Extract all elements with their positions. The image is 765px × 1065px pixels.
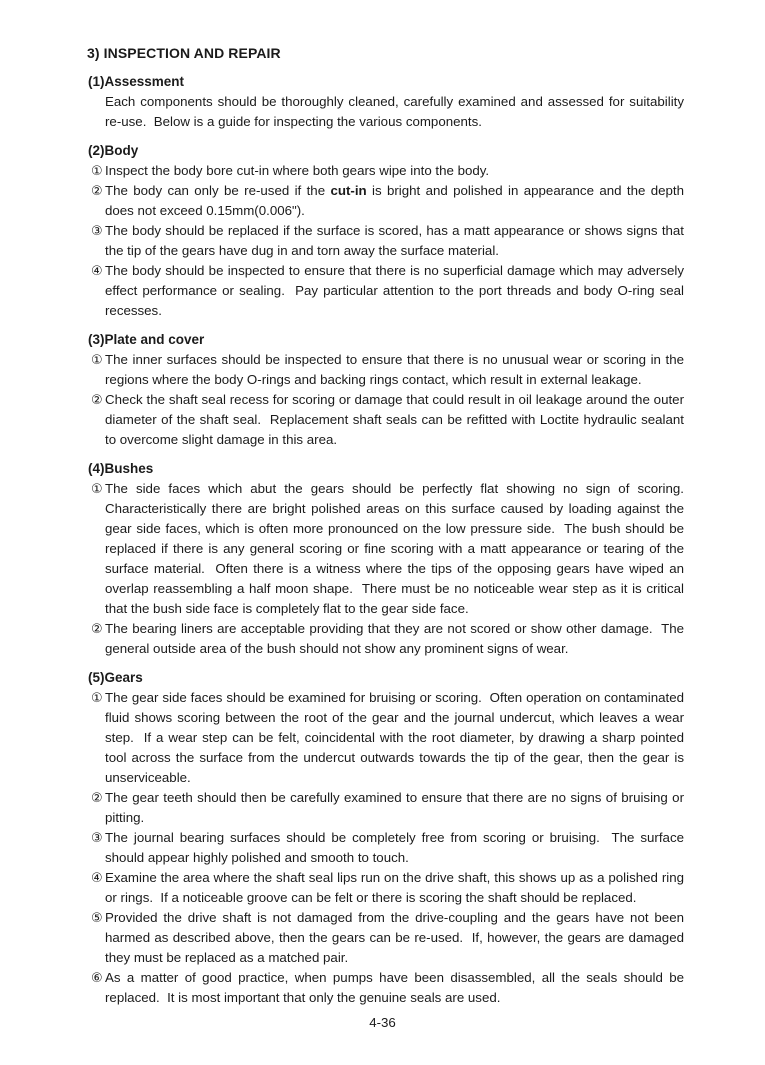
item-text-bold: cut-in bbox=[330, 183, 367, 198]
item-text: The side faces which abut the gears should be perfectly flat showing no sign of scoring. Characteristically there are bright polished areas on this surface caused by loading against the gear side faces, which is often more pronounced on the low pressure side. The bush should be replaced if there is any general scoring or fine scoring with a matt appearance or tearing of the surface material. Often there is a witness where the tips of the opposing gears have wiped an overlap reassembling a half moon shape. There must be no noticeable wear step as it is critical that the bush side face is completely flat to the gear side face. bbox=[105, 481, 692, 616]
list-item bbox=[87, 390, 688, 450]
subsection-name: Bushes bbox=[104, 461, 154, 476]
list-item bbox=[87, 688, 688, 788]
list-item bbox=[87, 161, 684, 181]
item-text: Examine the area where the shaft seal lips run on the drive shaft, this shows up as a polished ring or rings. If a noticeable groove can be felt or there is scoring the shaft should be replaced. bbox=[105, 870, 688, 905]
subsection-gears bbox=[87, 668, 688, 1008]
item-text: The inner surfaces should be inspected to ensure that there is no unusual wear or scoring in the regions where the body O-rings and backing rings contact, which result in external leakage. bbox=[105, 352, 688, 387]
item-text: Inspect the body bore cut-in where both gears wipe into the body. bbox=[105, 163, 490, 178]
item-text: The gear teeth should then be carefully examined to ensure that there are no signs of bruising or pitting. bbox=[105, 790, 688, 825]
circled-number-icon: ③ bbox=[91, 223, 103, 238]
subsection-name: Gears bbox=[104, 670, 143, 685]
subsection-heading bbox=[88, 459, 684, 479]
subsection-number: (4) bbox=[88, 461, 105, 476]
circled-number-icon: ② bbox=[91, 790, 103, 805]
circled-number-icon: ⑥ bbox=[91, 970, 103, 985]
subsection-number: (2) bbox=[88, 143, 105, 158]
item-text: Check the shaft seal recess for scoring or damage that could result in oil leakage around the outer diameter of the shaft seal. Replacement shaft seals can be refitted with Loctite hydraulic sealant to overcome slight damage in this area. bbox=[105, 392, 688, 447]
item-text-before-bold: The body can only be re-used if the bbox=[105, 183, 331, 198]
paragraph: Each components should be thoroughly cleaned, carefully examined and assessed for suitability re-use. Below is a guide for inspecting the various components. bbox=[105, 94, 688, 129]
subsection-bushes bbox=[87, 459, 692, 659]
subsection-heading bbox=[88, 141, 684, 161]
item-text bbox=[105, 183, 688, 218]
circled-number-icon: ④ bbox=[91, 870, 103, 885]
item-text: The journal bearing surfaces should be completely free from scoring or bruising. The surface should appear highly polished and smooth to touch. bbox=[105, 830, 688, 865]
list-item bbox=[87, 908, 688, 968]
item-text: The body should be replaced if the surface is scored, has a matt appearance or shows signs that the tip of the gears have dug in and torn away the surface material. bbox=[105, 223, 688, 258]
subsection-body bbox=[87, 141, 688, 321]
circled-number-icon: ② bbox=[91, 392, 103, 407]
circled-number-icon: ③ bbox=[91, 830, 103, 845]
subsection-plate-and-cover bbox=[87, 330, 688, 450]
list-item bbox=[87, 619, 688, 659]
item-text: The body should be inspected to ensure that there is no superficial damage which may adversely effect performance or sealing. Pay particular attention to the port threads and body O-ring seal recesses. bbox=[105, 263, 688, 318]
subsection-heading bbox=[88, 330, 684, 350]
subsection-heading bbox=[88, 668, 684, 688]
list-item bbox=[87, 788, 688, 828]
circled-number-icon: ① bbox=[91, 163, 103, 178]
list-item bbox=[87, 181, 688, 221]
subsection-number: (5) bbox=[88, 670, 105, 685]
subsection-name: Assessment bbox=[104, 74, 185, 89]
item-text-after-bold: is bright and polished in appearance and the depth does not exceed 0.15mm(0.006"). bbox=[105, 183, 688, 218]
list-item bbox=[87, 868, 688, 908]
circled-number-icon: ⑤ bbox=[91, 910, 103, 925]
subsection-number: (3) bbox=[88, 332, 105, 347]
subsection-assessment bbox=[87, 72, 688, 132]
item-text: As a matter of good practice, when pumps have been disassembled, all the seals should be replaced. It is most important that only the genuine seals are used. bbox=[105, 970, 688, 1005]
list-item bbox=[87, 828, 688, 868]
subsection-heading bbox=[88, 72, 684, 92]
circled-number-icon: ① bbox=[91, 481, 103, 496]
subsection-number: (1) bbox=[88, 74, 105, 89]
circled-number-icon: ② bbox=[91, 621, 103, 636]
circled-number-icon: ② bbox=[91, 183, 103, 198]
circled-number-icon: ④ bbox=[91, 263, 103, 278]
item-text: The bearing liners are acceptable providing that they are not scored or show other damage. The general outside area of the bush should not show any prominent signs of wear. bbox=[105, 621, 688, 656]
list-item bbox=[87, 479, 692, 619]
list-item bbox=[87, 350, 688, 390]
list-item bbox=[87, 221, 688, 261]
subsection-name: Body bbox=[104, 143, 139, 158]
page-title: 3) INSPECTION AND REPAIR bbox=[87, 45, 281, 61]
list-item bbox=[87, 968, 688, 1008]
subsection-name: Plate and cover bbox=[104, 332, 205, 347]
item-text: The gear side faces should be examined for bruising or scoring. Often operation on contaminated fluid shows scoring between the root of the gear and the journal undercut, which leaves a wear step. If a wear step can be felt, coincidental with the root diameter, by drawing a sharp pointed tool across the surface from the undercut outwards towards the tip of the gear, then the gear is unserviceable. bbox=[105, 690, 688, 785]
page-number: 4-36 bbox=[369, 1015, 396, 1030]
circled-number-icon: ① bbox=[91, 352, 103, 367]
circled-number-icon: ① bbox=[91, 690, 103, 705]
item-text: Provided the drive shaft is not damaged from the drive-coupling and the gears have not been harmed as described above, then the gears can be re-used. If, however, the gears are damaged they must be replaced as a matched pair. bbox=[105, 910, 688, 965]
list-item bbox=[87, 261, 688, 321]
